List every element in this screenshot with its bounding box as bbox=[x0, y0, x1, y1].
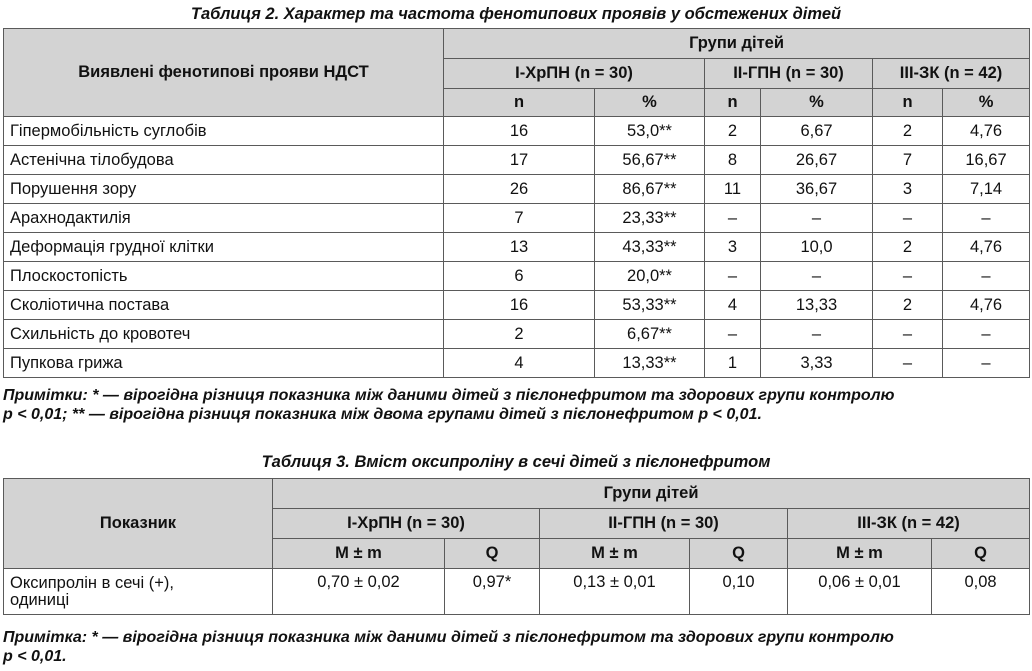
cell: 16 bbox=[444, 291, 595, 320]
cell: – bbox=[705, 204, 761, 233]
cell: 8 bbox=[705, 146, 761, 175]
cell: – bbox=[761, 204, 873, 233]
row-label: Гіпермобільність суглобів bbox=[4, 117, 444, 146]
cell: 13,33** bbox=[595, 349, 705, 378]
cell: 43,33** bbox=[595, 233, 705, 262]
cell: – bbox=[943, 204, 1030, 233]
cell: – bbox=[761, 262, 873, 291]
cell: 53,0** bbox=[595, 117, 705, 146]
cell: 3 bbox=[873, 175, 943, 204]
cell: – bbox=[873, 204, 943, 233]
table3-groups-header: Групи дітей bbox=[273, 479, 1030, 509]
table3-subheader: Q bbox=[932, 539, 1030, 569]
cell: – bbox=[705, 262, 761, 291]
table3-subheader: M ± m bbox=[273, 539, 445, 569]
table-row bbox=[4, 233, 1030, 262]
table2-group-3: III-ЗК (n = 42) bbox=[873, 59, 1030, 89]
cell: 86,67** bbox=[595, 175, 705, 204]
row-label: Арахнодактилія bbox=[4, 204, 444, 233]
cell: 26,67 bbox=[761, 146, 873, 175]
cell: 0,70 ± 0,02 bbox=[273, 569, 445, 615]
cell: 23,33** bbox=[595, 204, 705, 233]
cell: 56,67** bbox=[595, 146, 705, 175]
table2-group-1: I-ХрПН (n = 30) bbox=[444, 59, 705, 89]
cell: 6,67 bbox=[761, 117, 873, 146]
cell: 4 bbox=[705, 291, 761, 320]
cell: 2 bbox=[705, 117, 761, 146]
cell: 53,33** bbox=[595, 291, 705, 320]
table-row bbox=[4, 175, 1030, 204]
cell: 4,76 bbox=[943, 291, 1030, 320]
table2-note-line2: р < 0,01; ** — вірогідна різниця показника між двома групами дітей з пієлонефритом р < 0,01. bbox=[3, 406, 762, 423]
cell: 0,06 ± 0,01 bbox=[788, 569, 932, 615]
cell: 3 bbox=[705, 233, 761, 262]
cell: 0,08 bbox=[932, 569, 1030, 615]
cell: 6 bbox=[444, 262, 595, 291]
cell: 16 bbox=[444, 117, 595, 146]
cell: 2 bbox=[873, 117, 943, 146]
cell: 2 bbox=[873, 291, 943, 320]
cell: – bbox=[873, 349, 943, 378]
cell: 13 bbox=[444, 233, 595, 262]
cell: 4 bbox=[444, 349, 595, 378]
cell: 4,76 bbox=[943, 233, 1030, 262]
row-label: Порушення зору bbox=[4, 175, 444, 204]
table3-note-line1: Примітка: * — вірогідна різниця показника між даними дітей з пієлонефритом та здорових групи контролю bbox=[3, 629, 894, 646]
cell: 26 bbox=[444, 175, 595, 204]
table3-subheader: Q bbox=[445, 539, 540, 569]
row-label: Астенічна тілобудова bbox=[4, 146, 444, 175]
row-label: Плоскостопість bbox=[4, 262, 444, 291]
table2 bbox=[3, 28, 1030, 378]
cell: 0,10 bbox=[690, 569, 788, 615]
cell: 0,13 ± 0,01 bbox=[540, 569, 690, 615]
cell: 3,33 bbox=[761, 349, 873, 378]
table2-subheader: n bbox=[705, 89, 761, 117]
table-row bbox=[4, 117, 1030, 146]
table2-subheader: % bbox=[943, 89, 1030, 117]
cell: 2 bbox=[444, 320, 595, 349]
table3-row-header: Показник bbox=[4, 479, 273, 569]
table3-title: Таблиця 3. Вміст оксипроліну в сечі дітей з пієлонефритом bbox=[261, 453, 771, 471]
cell: 6,67** bbox=[595, 320, 705, 349]
cell: 17 bbox=[444, 146, 595, 175]
table2-subheader: % bbox=[595, 89, 705, 117]
cell: – bbox=[705, 320, 761, 349]
cell: 7 bbox=[444, 204, 595, 233]
row-label-line2: одиниці bbox=[10, 590, 70, 609]
row-label: Сколіотична постава bbox=[4, 291, 444, 320]
row-label-line1: Оксипролін в сечі (+), bbox=[10, 573, 174, 592]
table3-group-2: II-ГПН (n = 30) bbox=[540, 509, 788, 539]
cell: 2 bbox=[873, 233, 943, 262]
table-row bbox=[4, 262, 1030, 291]
table-row bbox=[4, 569, 1030, 615]
row-label: Деформація грудної клітки bbox=[4, 233, 444, 262]
table2-notes bbox=[3, 386, 1031, 424]
table-row bbox=[4, 320, 1030, 349]
table3-subheader: M ± m bbox=[788, 539, 932, 569]
table3-group-3: III-ЗК (n = 42) bbox=[788, 509, 1030, 539]
cell: 1 bbox=[705, 349, 761, 378]
table2-note-line1: Примітки: * — вірогідна різниця показника між даними дітей з пієлонефритом та здорових групи контролю bbox=[3, 387, 895, 404]
table3-subheader: M ± m bbox=[540, 539, 690, 569]
cell: 7 bbox=[873, 146, 943, 175]
cell: 36,67 bbox=[761, 175, 873, 204]
cell: 4,76 bbox=[943, 117, 1030, 146]
table2-subheader: n bbox=[444, 89, 595, 117]
cell: – bbox=[873, 320, 943, 349]
table3-notes bbox=[3, 628, 1031, 666]
cell: 10,0 bbox=[761, 233, 873, 262]
cell: 11 bbox=[705, 175, 761, 204]
table-row bbox=[4, 204, 1030, 233]
table2-subheader: n bbox=[873, 89, 943, 117]
cell: 0,97* bbox=[445, 569, 540, 615]
cell: – bbox=[873, 262, 943, 291]
cell: – bbox=[943, 320, 1030, 349]
table-row bbox=[4, 291, 1030, 320]
table2-row-header: Виявлені фенотипові прояви НДСТ bbox=[4, 29, 444, 117]
table3-note-line2: р < 0,01. bbox=[3, 648, 67, 665]
cell: – bbox=[943, 349, 1030, 378]
table2-group-2: II-ГПН (n = 30) bbox=[705, 59, 873, 89]
cell: – bbox=[943, 262, 1030, 291]
cell: 13,33 bbox=[761, 291, 873, 320]
cell: 7,14 bbox=[943, 175, 1030, 204]
table3-group-1: I-ХрПН (n = 30) bbox=[273, 509, 540, 539]
table2-groups-header: Групи дітей bbox=[444, 29, 1030, 59]
table3-subheader: Q bbox=[690, 539, 788, 569]
row-label bbox=[4, 569, 273, 615]
cell: – bbox=[761, 320, 873, 349]
table-row bbox=[4, 349, 1030, 378]
table3 bbox=[3, 478, 1030, 615]
cell: 20,0** bbox=[595, 262, 705, 291]
table-row bbox=[4, 146, 1030, 175]
row-label: Схильність до кровотеч bbox=[4, 320, 444, 349]
table2-title: Таблиця 2. Характер та частота фенотипових проявів у обстежених дітей bbox=[190, 5, 842, 23]
row-label: Пупкова грижа bbox=[4, 349, 444, 378]
table2-subheader: % bbox=[761, 89, 873, 117]
cell: 16,67 bbox=[943, 146, 1030, 175]
